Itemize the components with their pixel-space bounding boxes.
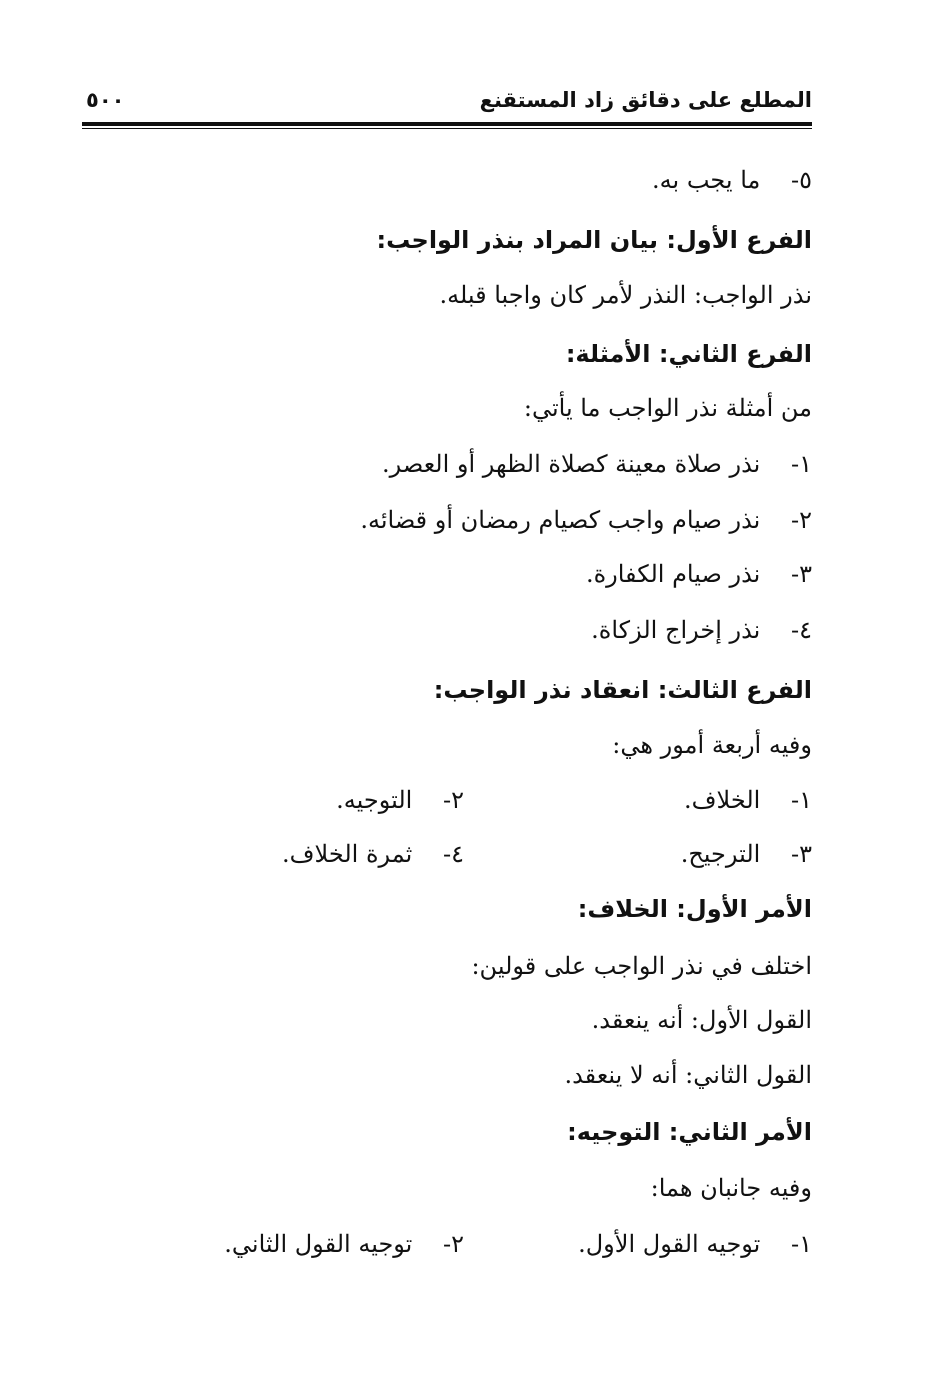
item-text: ثمرة الخلاف. [282, 840, 413, 868]
branch2-heading: الفرع الثاني: الأمثلة: [565, 340, 812, 368]
item-number: ١- [791, 450, 812, 478]
item-text: ما يجب به. [652, 166, 761, 194]
item-text: الترجيح. [680, 840, 761, 868]
matter1-heading: الأمر الأول: الخلاف: [577, 895, 812, 923]
item-text: نذر إخراج الزكاة. [591, 616, 761, 644]
list-item [591, 614, 812, 646]
item-text: توجيه القول الأول. [578, 1230, 761, 1258]
header-rule-thin [82, 128, 812, 129]
item-number: ٤- [443, 840, 464, 868]
list-item [282, 838, 464, 870]
opinion-1: القول الأول: أنه ينعقد. [591, 1006, 812, 1034]
item-number: ١- [791, 1230, 812, 1258]
item-number: ٣- [791, 560, 812, 588]
matter2-intro: وفيه جانبان هما: [650, 1174, 812, 1202]
branch3-intro: وفيه أربعة أمور هي: [612, 731, 812, 759]
item-text: توجيه القول الثاني. [224, 1230, 413, 1258]
item-number: ٢- [443, 786, 464, 814]
list-item [360, 504, 812, 536]
list-item [382, 448, 812, 480]
list-item [681, 838, 812, 870]
page-number: ٥٠٠ [86, 88, 125, 112]
header-rule-thick [82, 122, 812, 126]
item-text: التوجيه. [336, 786, 413, 814]
branch3-heading: الفرع الثالث: انعقاد نذر الواجب: [433, 676, 812, 704]
running-title: المطلع على دقائق زاد المستقنع [479, 88, 812, 112]
item-number: ١- [791, 786, 812, 814]
item-text: الخلاف. [684, 786, 761, 814]
item-text: نذر صيام واجب كصيام رمضان أو قضائه. [360, 506, 761, 534]
list-item [336, 784, 464, 816]
list-item [578, 1228, 812, 1260]
list-item [684, 784, 812, 816]
matter2-heading: الأمر الثاني: التوجيه: [567, 1118, 812, 1146]
branch1-text: نذر الواجب: النذر لأمر كان واجبا قبله. [439, 281, 812, 309]
item-text: نذر صلاة معينة كصلاة الظهر أو العصر. [382, 450, 761, 478]
matter1-intro: اختلف في نذر الواجب على قولين: [471, 952, 812, 980]
item-number: ٥- [791, 166, 812, 194]
list-item [652, 164, 812, 196]
opinion-2: القول الثاني: أنه لا ينعقد. [564, 1061, 812, 1089]
item-number: ٢- [443, 1230, 464, 1258]
item-number: ٤- [791, 616, 812, 644]
item-number: ٣- [791, 840, 812, 868]
list-item [224, 1228, 464, 1260]
page-header [82, 82, 812, 122]
branch1-heading: الفرع الأول: بيان المراد بنذر الواجب: [376, 226, 812, 254]
branch2-intro: من أمثلة نذر الواجب ما يأتي: [523, 394, 812, 422]
item-text: نذر صيام الكفارة. [585, 560, 761, 588]
item-number: ٢- [791, 506, 812, 534]
list-item [586, 558, 812, 590]
